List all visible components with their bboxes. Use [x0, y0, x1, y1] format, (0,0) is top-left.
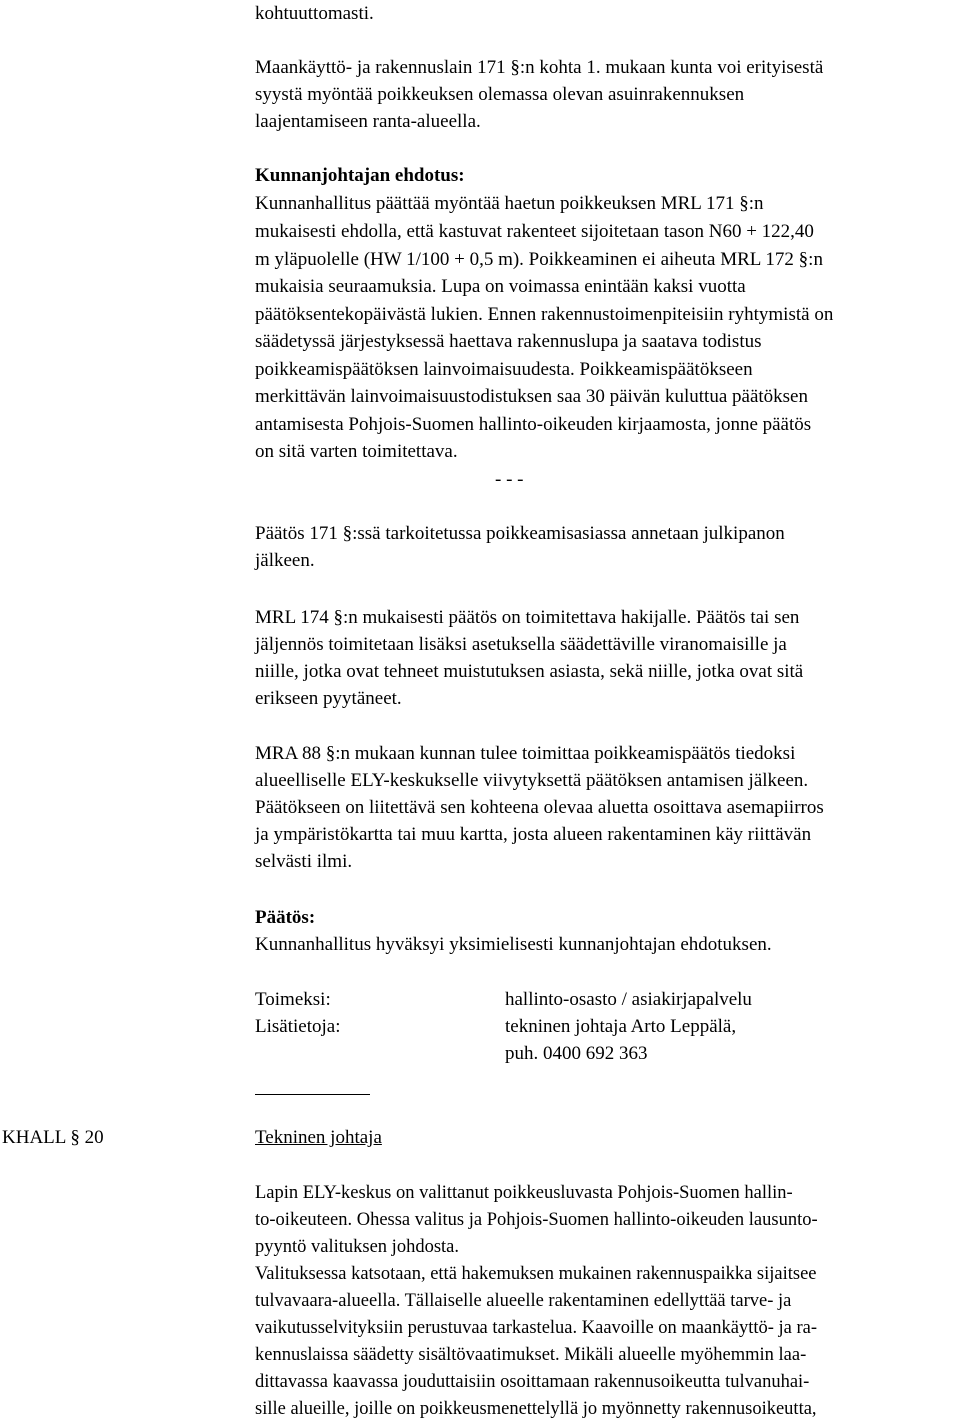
text-line: selvästi ilmi. [255, 851, 353, 872]
separator: - - - [495, 469, 524, 490]
text-line: päätöksentekopäivästä lukien. Ennen rakennustoimenpiteisiin ryhtymistä on [255, 304, 834, 325]
text-line: mukaisesti ehdolla, että kastuvat rakenteet sijoitetaan tason N60 + 122,40 [255, 221, 814, 242]
text-line: poikkeamispäätöksen lainvoimaisuudesta. Poikkeamispäätökseen [255, 359, 753, 380]
text-line: MRL 174 §:n mukaisesti päätös on toimitettava hakijalle. Päätös tai sen [255, 607, 800, 628]
text-line: syystä myöntää poikkeuksen olemassa olevan asuinrakennuksen [255, 84, 745, 105]
text-line: mukaisia seuraamuksia. Lupa on voimassa enintään kaksi vuotta [255, 276, 746, 297]
text-line: Päätökseen on liitettävä sen kohteena olevaa aluetta osoittava asemapiirros [255, 797, 824, 818]
text-line: erikseen pyytäneet. [255, 688, 402, 709]
decision-heading: Päätös: [255, 907, 316, 928]
text-line: on sitä varten toimitettava. [255, 441, 458, 462]
proposal-heading: Kunnanjohtajan ehdotus: [255, 165, 465, 186]
lisatietoja-label: Lisätietoja: [255, 1016, 341, 1037]
text-line: MRA 88 §:n mukaan kunnan tulee toimittaa poikkeamispäätös tiedoksi [255, 743, 796, 764]
text-line: säädetyssä järjestyksessä haettava rakennuslupa ja saatava todistus [255, 331, 762, 352]
text-line: niille, jotka ovat tehneet muistutuksen asiasta, sekä niille, jotka ovat sitä [255, 661, 804, 682]
section-title: Tekninen johtaja [255, 1127, 382, 1148]
text-line: kennuslaissa säädetty sisältövaatimukset. Mikäli alueelle myöhemmin laa- [255, 1345, 807, 1365]
section-label: KHALL § 20 [2, 1127, 104, 1148]
text-line: antamisesta Pohjois-Suomen hallinto-oikeuden kirjaamosta, jonne päätös [255, 414, 812, 435]
toimeksi-label: Toimeksi: [255, 989, 331, 1010]
lisatietoja-value: tekninen johtaja Arto Leppälä, [505, 1016, 737, 1037]
text-line: jäljennös toimitetaan lisäksi asetuksella säädettäville viranomaisille ja [255, 634, 787, 655]
text-line: Lapin ELY-keskus on valittanut poikkeusluvasta Pohjois-Suomen hallin- [255, 1183, 793, 1203]
text-line: dittavassa kaavassa jouduttaisiin osoittamaan rakennusoikeutta tulvanuhai- [255, 1372, 810, 1392]
decision-text: Kunnanhallitus hyväksyi yksimielisesti kunnanjohtajan ehdotuksen. [255, 934, 772, 955]
text-line: sille alueille, joille on poikkeusmenettelyllä jo myönnetty rakennusoikeutta, [255, 1399, 817, 1419]
text-line: Kunnanhallitus päättää myöntää haetun poikkeuksen MRL 171 §:n [255, 193, 764, 214]
text-line: m yläpuolelle (HW 1/100 + 0,5 m). Poikkeaminen ei aiheuta MRL 172 §:n [255, 249, 823, 270]
text-line: Valituksessa katsotaan, että hakemuksen mukainen rakennuspaikka sijaitsee [255, 1264, 817, 1284]
text-line: pyyntö valituksen johdosta. [255, 1237, 459, 1257]
text-line: ja ympäristökartta tai muu kartta, josta alueen rakentaminen käy riittävän [255, 824, 812, 845]
text-line: kohtuuttomasti. [255, 3, 374, 24]
text-line: tulvavaara-alueella. Tällaiselle alueelle rakentaminen edellyttää tarve- ja [255, 1291, 792, 1311]
phone-number: puh. 0400 692 363 [505, 1043, 648, 1064]
text-line: vaikutusselvityksiin perustuvaa tarkastelua. Kaavoille on maankäyttö- ja ra- [255, 1318, 818, 1338]
divider [255, 1094, 370, 1095]
text-line: alueelliselle ELY-keskukselle viivytyksettä päätöksen antamisen jälkeen. [255, 770, 809, 791]
text-line: Päätös 171 §:ssä tarkoitetussa poikkeamisasiassa annetaan julkipanon [255, 523, 785, 544]
text-line: Maankäyttö- ja rakennuslain 171 §:n kohta 1. mukaan kunta voi erityisestä [255, 57, 824, 78]
toimeksi-value: hallinto-osasto / asiakirjapalvelu [505, 989, 752, 1010]
text-line: jälkeen. [255, 550, 315, 571]
text-line: to-oikeuteen. Ohessa valitus ja Pohjois-Suomen hallinto-oikeuden lausunto- [255, 1210, 818, 1230]
text-line: merkittävän lainvoimaisuustodistuksen saa 30 päivän kuluttua päätöksen [255, 386, 808, 407]
text-line: laajentamiseen ranta-alueella. [255, 111, 481, 132]
